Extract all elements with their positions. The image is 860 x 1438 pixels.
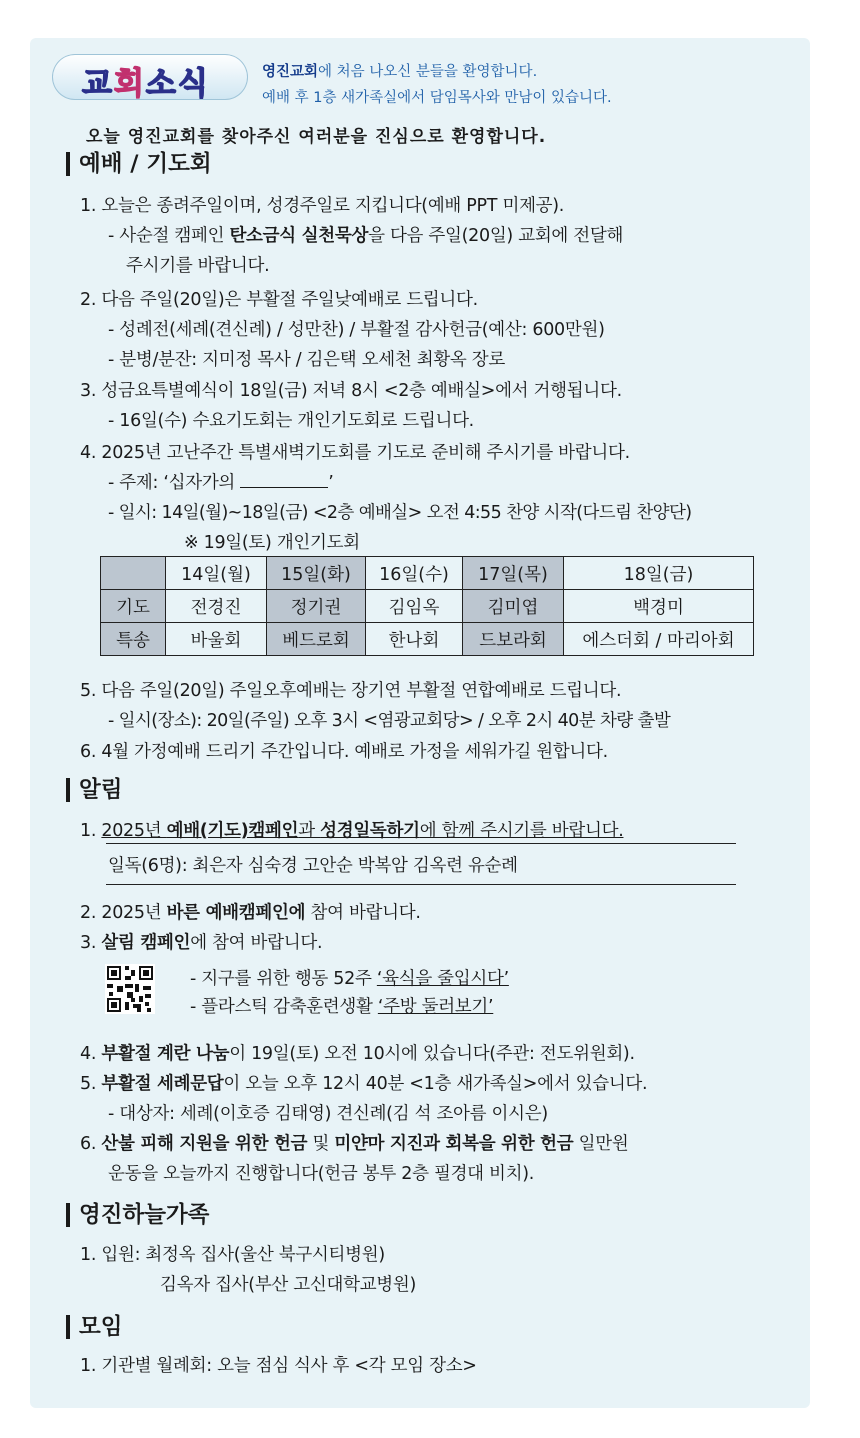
table-cell: 17일(목) — [463, 557, 564, 590]
intro-text: 오늘 영진교회를 찾아주신 여러분을 진심으로 환영합니다. — [86, 127, 547, 147]
qr-code-icon[interactable] — [105, 964, 155, 1014]
notice-item-3-sub-b: - 플라스틱 감축훈련생활 ‘주방 둘러보기’ — [190, 997, 494, 1017]
welcome-line-1: 영진교회에 처음 나오신 분들을 환영합니다. — [262, 64, 538, 80]
worship-item-4-theme: - 주제: ‘십자가의 ’ — [108, 473, 334, 493]
table-cell: 18일(금) — [564, 557, 754, 590]
table-cell: 한나회 — [366, 623, 463, 656]
notice-item-2: 2. 2025년 바른 예배캠페인에 참여 바랍니다. — [80, 903, 421, 923]
table-cell: 15일(화) — [267, 557, 366, 590]
worship-item-6: 6. 4월 가정예배 드리기 주간입니다. 예배로 가정을 세워가길 원합니다. — [80, 742, 608, 762]
worship-item-3-sub: - 16일(수) 수요기도회는 개인기도회로 드립니다. — [108, 411, 474, 431]
table-row — [101, 590, 754, 623]
dawn-prayer-schedule-table — [100, 556, 754, 656]
worship-item-3: 3. 성금요특별예식이 18일(금) 저녁 8시 <2층 예배실>에서 거행됩니다. — [80, 381, 622, 401]
table-cell — [101, 557, 166, 590]
notice-item-4: 4. 부활절 계란 나눔이 19일(토) 오전 10시에 있습니다(주관: 전도위원회). — [80, 1044, 635, 1064]
worship-item-1-sub-cont: 주시기를 바랍니다. — [126, 256, 270, 276]
divider — [106, 843, 736, 844]
worship-item-1-sub: - 사순절 캠페인 탄소금식 실천묵상을 다음 주일(20일) 교회에 전달해 — [108, 226, 624, 246]
table-cell: 에스더회 / 마리아회 — [564, 623, 754, 656]
table-cell: 베드로회 — [267, 623, 366, 656]
notice-item-5-sub: - 대상자: 세례(이호증 김태영) 견신례(김 석 조아름 이시은) — [108, 1104, 548, 1124]
table-cell: 백경미 — [564, 590, 754, 623]
section-title-notice: 알림 — [66, 778, 122, 802]
table-cell: 16일(수) — [366, 557, 463, 590]
worship-item-5: 5. 다음 주일(20일) 주일오후예배는 장기연 부활절 연합예배로 드립니다. — [80, 681, 622, 701]
notice-item-3: 3. 살림 캠페인에 참여 바랍니다. — [80, 933, 323, 953]
divider — [106, 884, 736, 885]
worship-item-4: 4. 2025년 고난주간 특별새벽기도회를 기도로 준비해 주시기를 바랍니다. — [80, 443, 630, 463]
worship-item-5-sub: - 일시(장소): 20일(주일) 오후 3시 <염광교회당> / 오후 2시 40분 차량 출발 — [108, 711, 671, 731]
church-news-logo: 교회소식 — [52, 54, 248, 100]
worship-item-1: 1. 오늘은 종려주일이며, 성경주일로 지킵니다(예배 PPT 미제공). — [80, 196, 565, 216]
table-cell: 정기권 — [267, 590, 366, 623]
table-cell: 14일(월) — [166, 557, 267, 590]
table-cell: 특송 — [101, 623, 166, 656]
notice-item-1: 1. 2025년 예배(기도)캠페인과 성경일독하기에 함께 주시기를 바랍니다. — [80, 821, 624, 841]
worship-item-2-sub-a: - 성례전(세례(견신례) / 성만찬) / 부활절 감사헌금(예산: 600만원) — [108, 320, 605, 340]
table-cell: 전경진 — [166, 590, 267, 623]
worship-item-2: 2. 다음 주일(20일)은 부활절 주일낮예배로 드립니다. — [80, 290, 478, 310]
table-row — [101, 623, 754, 656]
table-cell: 김임옥 — [366, 590, 463, 623]
notice-item-3-sub-a: - 지구를 위한 행동 52주 ‘육식을 줄입시다’ — [190, 969, 509, 989]
section-title-worship: 예배 / 기도회 — [66, 152, 212, 176]
family-item-1-cont: 김옥자 집사(부산 고신대학교병원) — [160, 1275, 417, 1295]
section-title-family: 영진하늘가족 — [66, 1203, 209, 1227]
worship-item-4-note: ※ 19일(토) 개인기도회 — [184, 533, 360, 553]
section-title-meeting: 모임 — [66, 1315, 122, 1339]
table-cell: 바울회 — [166, 623, 267, 656]
meeting-item-1: 1. 기관별 월례회: 오늘 점심 식사 후 <각 모임 장소> — [80, 1356, 477, 1376]
notice-item-6: 6. 산불 피해 지원을 위한 헌금 및 미얀마 지진과 회복을 위한 헌금 일만원 — [80, 1134, 629, 1154]
worship-item-4-schedule: - 일시: 14일(월)~18일(금) <2층 예배실> 오전 4:55 찬양 시작(다드림 찬양단) — [108, 503, 692, 523]
table-cell: 기도 — [101, 590, 166, 623]
notice-item-6-cont: 운동을 오늘까지 진행합니다(헌금 봉투 2층 필경대 비치). — [108, 1164, 535, 1184]
family-item-1: 1. 입원: 최정옥 집사(울산 북구시티병원) — [80, 1245, 385, 1265]
notice-item-1-readers: 일독(6명): 최은자 심숙경 고안순 박복암 김옥련 유순례 — [108, 856, 518, 876]
welcome-line-2: 예배 후 1층 새가족실에서 담임목사와 만남이 있습니다. — [262, 90, 612, 106]
worship-item-2-sub-b: - 분병/분잔: 지미정 목사 / 김은택 오세천 최황옥 장로 — [108, 350, 506, 370]
table-cell: 드보라회 — [463, 623, 564, 656]
table-row — [101, 557, 754, 590]
table-cell: 김미엽 — [463, 590, 564, 623]
notice-item-5: 5. 부활절 세례문답이 오늘 오후 12시 40분 <1층 새가족실>에서 있습니다. — [80, 1074, 648, 1094]
